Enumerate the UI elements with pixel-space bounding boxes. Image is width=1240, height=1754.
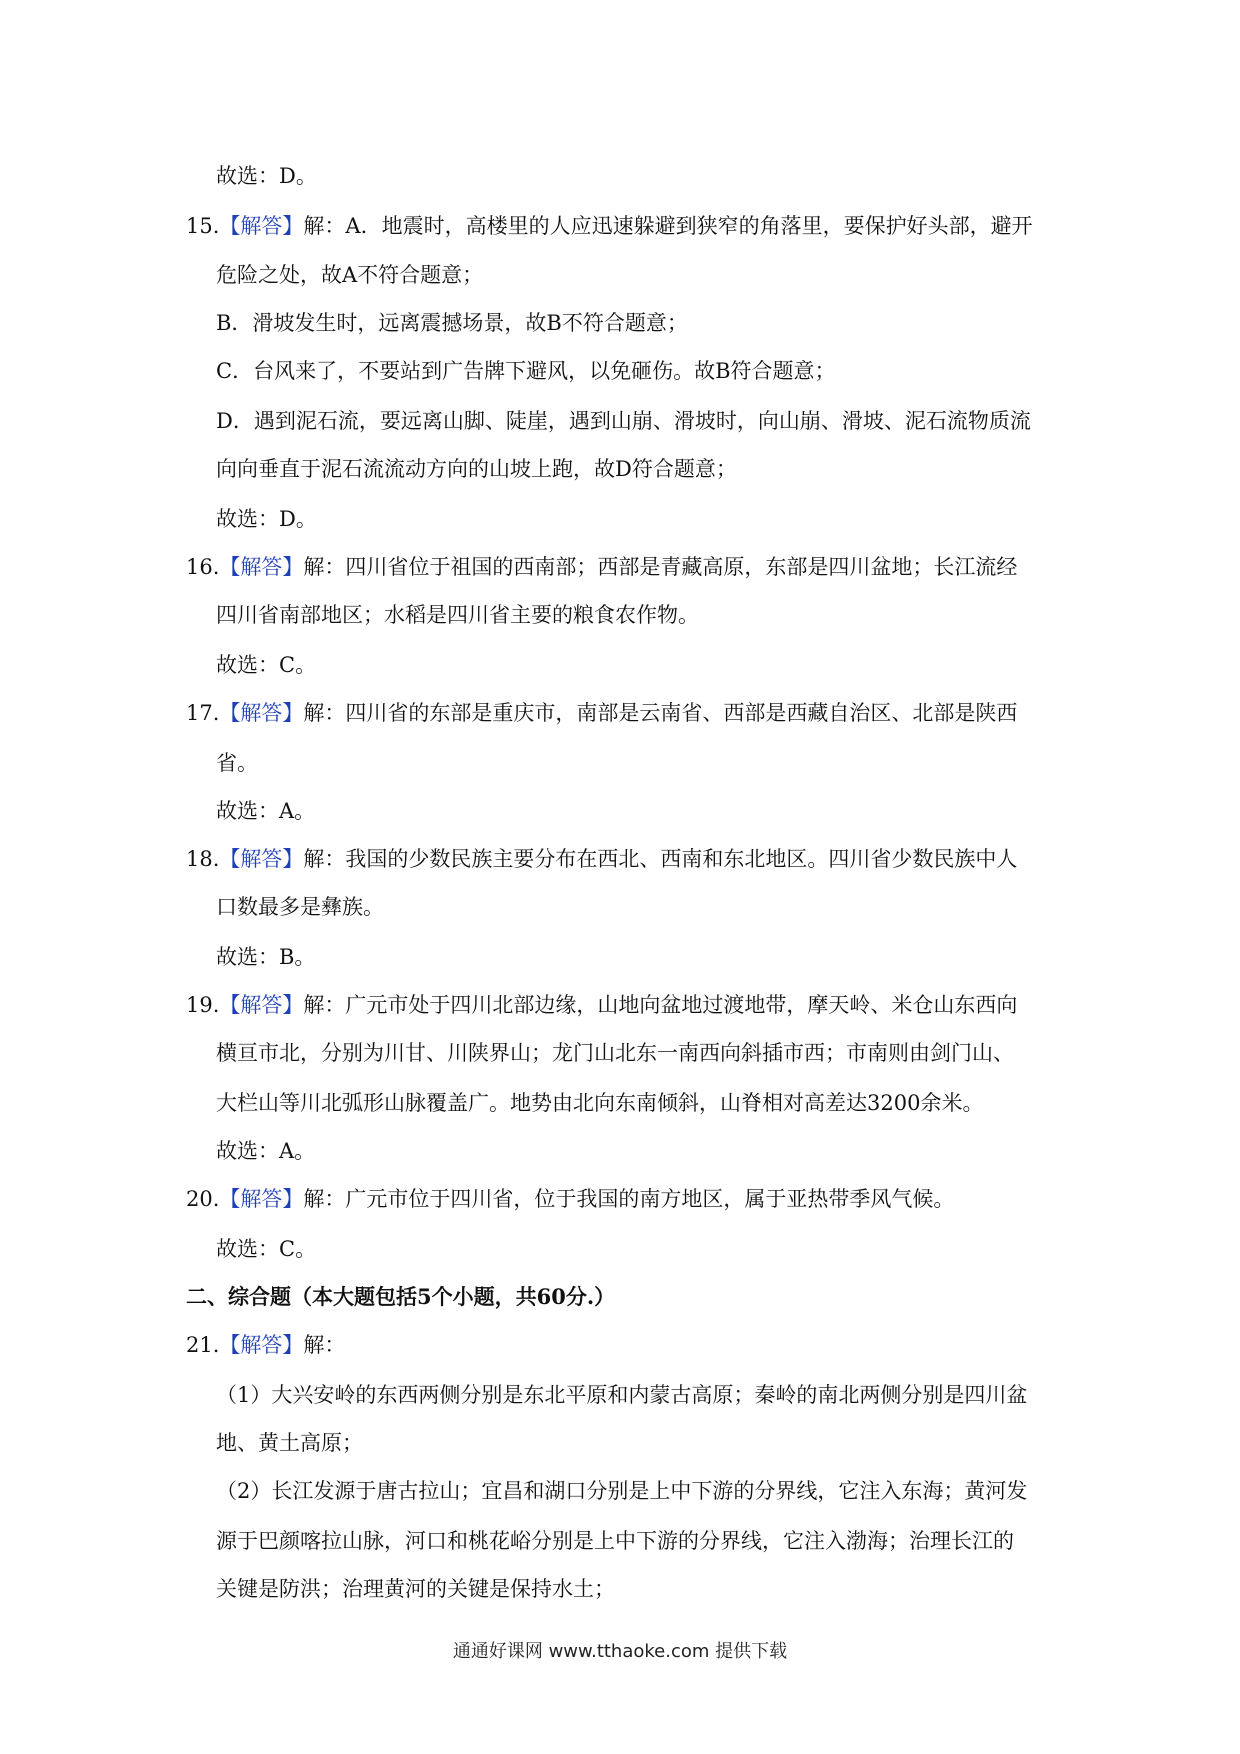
answer-text: 解：广元市处于四川北部边缘，山地向盆地过渡地带，摩天岭、米仓山东西向 [303,993,1018,1017]
text-line: 故选：D。 [216,164,317,188]
text-line: 横亘市北，分别为川甘、川陕界山；龙门山北东一南西向斜插市西；市南则由剑门山、 [216,1041,1014,1065]
text-line: 故选：D。 [216,507,317,531]
text-line: 四川省南部地区；水稻是四川省主要的粮食农作物。 [216,603,699,627]
text-line: C．台风来了，不要站到广告牌下避风，以免砸伤。故B符合题意； [216,359,836,383]
answer-tag: 【解答】 [219,1333,304,1357]
question-20-first-line [186,1185,954,1213]
question-number: 19. [186,993,220,1017]
section-heading: 二、综合题（本大题包括5个小题，共60分.） [186,1284,616,1309]
text-line: 关键是防洪；治理黄河的关键是保持水土； [216,1577,615,1601]
text-line: B．滑坡发生时，远离震撼场景，故B不符合题意； [216,311,688,335]
question-15-first-line [186,212,1033,240]
text-line: 故选：A。 [216,799,316,823]
text-line: 故选：A。 [216,1139,316,1163]
question-19-first-line [186,991,1017,1019]
text-line: 省。 [216,751,258,775]
question-number: 15. [186,214,220,238]
answer-text: 解：A．地震时，高楼里的人应迅速躲避到狭窄的角落里，要保护好头部，避开 [303,214,1033,238]
text-line: 故选：B。 [216,945,316,969]
text-line: 源于巴颜喀拉山脉，河口和桃花峪分别是上中下游的分界线，它注入渤海；治理长江的 [216,1529,1014,1553]
answer-tag: 【解答】 [219,1187,304,1211]
answer-tag: 【解答】 [219,214,304,238]
question-18-first-line [186,845,1017,873]
question-21-first-line [186,1331,345,1359]
answer-text: 解：广元市位于四川省，位于我国的南方地区，属于亚热带季风气候。 [303,1187,955,1211]
page-footer: 通通好课网 www.tthaoke.com 提供下载 [452,1641,788,1662]
answer-text: 解：我国的少数民族主要分布在西北、西南和东北地区。四川省少数民族中人 [303,847,1018,871]
question-17-first-line [186,699,1017,727]
text-line: 向向垂直于泥石流流动方向的山坡上跑，故D符合题意； [216,457,737,481]
answer-text: 解：四川省的东部是重庆市，南部是云南省、西部是西藏自治区、北部是陕西 [303,701,1018,725]
question-number: 18. [186,847,220,871]
answer-tag: 【解答】 [219,847,304,871]
answer-text: 解： [303,1333,346,1357]
text-line: 地、黄土高原； [216,1431,363,1455]
question-number: 21. [186,1333,220,1357]
question-16-first-line [186,553,1017,581]
text-line: 故选：C。 [216,653,317,677]
answer-text: 解：四川省位于祖国的西南部；西部是青藏高原，东部是四川盆地；长江流经 [303,555,1018,579]
question-number: 17. [186,701,220,725]
answer-tag: 【解答】 [219,993,304,1017]
question-number: 16. [186,555,220,579]
text-line: 大栏山等川北弧形山脉覆盖广。地势由北向东南倾斜，山脊相对高差达3200余米。 [216,1091,984,1115]
answer-tag: 【解答】 [219,555,304,579]
question-number: 20. [186,1187,220,1211]
text-line: 故选：C。 [216,1237,317,1261]
answer-tag: 【解答】 [219,701,304,725]
text-line: （1）大兴安岭的东西两侧分别是东北平原和内蒙古高原；秦岭的南北两侧分别是四川盆 [216,1383,1028,1407]
text-line: D．遇到泥石流，要远离山脚、陡崖，遇到山崩、滑坡时，向山崩、滑坡、泥石流物质流 [216,409,1031,433]
text-line: 口数最多是彝族。 [216,895,384,919]
text-line: 危险之处，故A不符合题意； [216,263,484,287]
text-line: （2）长江发源于唐古拉山；宜昌和湖口分别是上中下游的分界线，它注入东海；黄河发 [216,1479,1028,1503]
